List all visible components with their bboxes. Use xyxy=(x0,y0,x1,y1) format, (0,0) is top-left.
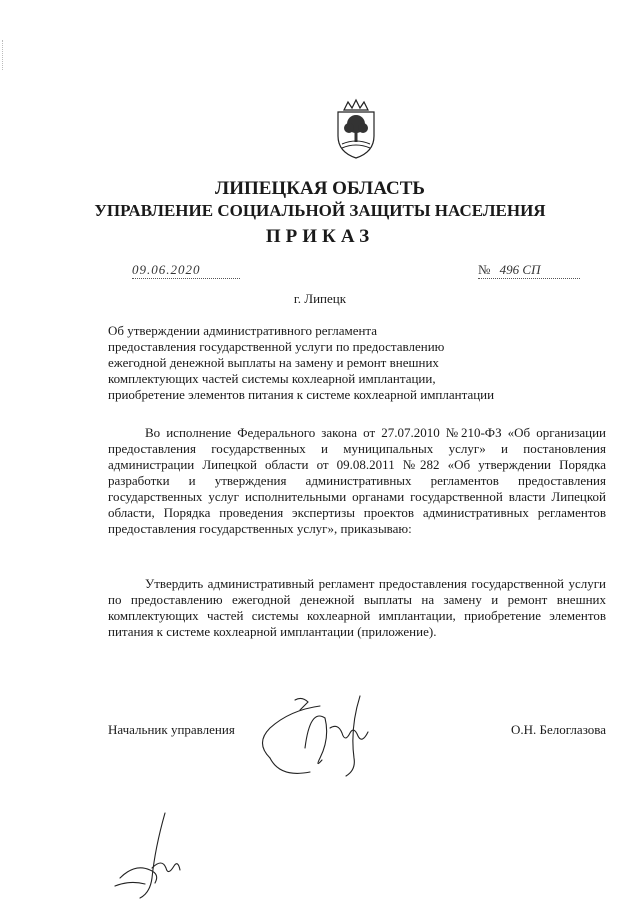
document-date: 09.06.2020 xyxy=(132,262,240,279)
department-title: УПРАВЛЕНИЕ СОЦИАЛЬНОЙ ЗАЩИТЫ НАСЕЛЕНИЯ xyxy=(94,201,546,220)
number-prefix: № xyxy=(478,262,491,277)
paragraph-order: Утвердить административный регламент предоставления государственной услуги по предоставлению ежегодной денежной выплаты на замену и ремонт внешних комплектующих частей системы кохлеарной имплантации, приобретение элементов питания к системе кохлеарной имплантации (приложение). xyxy=(108,576,606,639)
initials-signature xyxy=(110,808,190,903)
city: г. Липецк xyxy=(293,291,347,306)
signer-name: О.Н. Белоглазова xyxy=(511,722,606,737)
paragraph-basis: Во исполнение Федерального закона от 27.07.2010 №210-ФЗ «Об организации предоставления государственных и муниципальных услуг» и постановления администрации Липецкой области от 09.08.2011 №282 «Об утверждении Порядка разработки и утверждения административных регламентов предоставления государственных услуг исполнительными органами государственной власти Липецкой области, Порядка проведения экспертизы проектов административных регламентов предоставления государственных услуг», приказываю: xyxy=(108,425,606,536)
subject-block xyxy=(108,323,578,403)
subject-line: предоставления государственной услуги по предоставлению xyxy=(108,339,445,354)
subject-line: приобретение элементов питания к системе кохлеарной имплантации xyxy=(108,387,495,402)
document-number: 496 СП xyxy=(499,262,541,277)
subject-line: ежегодной денежной выплаты на замену и ремонт внешних xyxy=(108,355,439,370)
subject-line: Об утверждении административного регламента xyxy=(108,323,378,338)
margin-mark xyxy=(2,40,7,70)
document-number-field xyxy=(478,262,580,279)
handwritten-signature xyxy=(250,688,390,783)
subject-line: комплектующих частей системы кохлеарной имплантации, xyxy=(108,371,436,386)
coat-of-arms-icon xyxy=(330,96,382,160)
document-type: ПРИКАЗ xyxy=(265,226,375,247)
region-title: ЛИПЕЦКАЯ ОБЛАСТЬ xyxy=(215,178,425,199)
signer-title: Начальник управления xyxy=(108,722,235,737)
